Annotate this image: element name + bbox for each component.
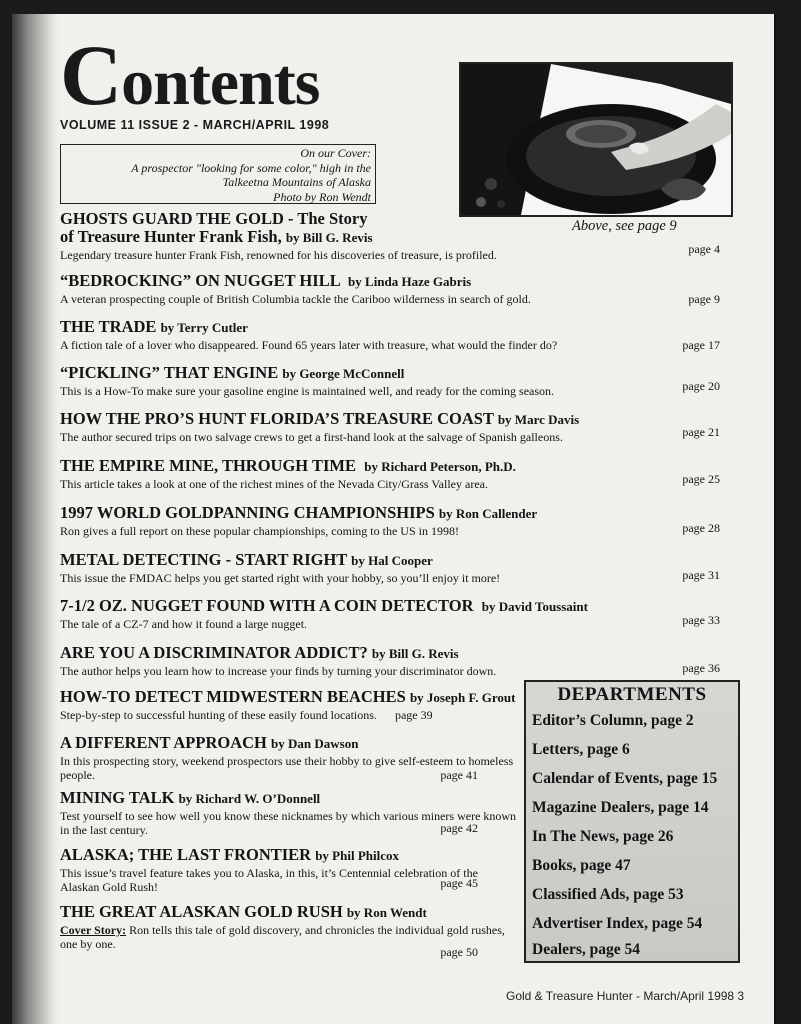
article-description: The tale of a CZ-7 and how it found a large nugget. (60, 617, 308, 631)
article-description (60, 708, 518, 722)
page-title (60, 27, 320, 123)
article-title-text: THE EMPIRE MINE, THROUGH TIME (60, 456, 356, 475)
article-title (60, 318, 720, 337)
page-number: page 9 (688, 292, 720, 306)
article-description: Test yourself to see how well you know these nicknames by which various miners were known in the last century. (60, 809, 517, 837)
article-title-line2 (60, 228, 720, 247)
article-byline: by Richard W. O’Donnell (178, 791, 321, 806)
article-title (60, 551, 720, 570)
departments-title: DEPARTMENTS (557, 684, 707, 705)
department-item: In The News, page 26 (532, 828, 674, 845)
article-title (60, 457, 720, 476)
page-number: page 33 (682, 613, 720, 627)
article-byline: by David Toussaint (481, 599, 588, 614)
department-item: Magazine Dealers, page 14 (532, 799, 709, 816)
article-byline: by Ron Wendt (346, 905, 427, 920)
toc-entry (60, 364, 720, 398)
article-description: Ron gives a full report on these popular championships, coming to the US in 1998! (60, 524, 459, 538)
page-number: page 17 (682, 338, 720, 352)
article-title-text: MINING TALK (60, 788, 175, 807)
toc-entry (60, 457, 720, 491)
page-number: page 36 (682, 661, 720, 675)
toc-entry (60, 597, 720, 631)
article-title (60, 597, 720, 616)
page-number: page 41 (440, 768, 478, 782)
article-title (60, 410, 720, 429)
page-number: page 20 (682, 379, 720, 393)
gold-pan-image (461, 64, 731, 215)
article-description-text: Step-by-step to successful hunting of these easily found locations. (60, 708, 377, 722)
page-number: page 39 (394, 708, 433, 722)
title-initial: C (60, 27, 122, 123)
article-description: In this prospecting story, weekend prospectors use their hobby to give self-esteem to homeless people. (60, 754, 514, 782)
page-edge-rule (774, 14, 776, 1024)
page-number: page 45 (440, 876, 478, 890)
article-title (60, 272, 720, 291)
volume-line: VOLUME 11 ISSUE 2 - MARCH/APRIL 1998 (60, 118, 330, 132)
article-title-text: THE GREAT ALASKAN GOLD RUSH (60, 902, 343, 921)
article-title: GHOSTS GUARD THE GOLD - The Story (60, 209, 368, 228)
article-byline: by Terry Cutler (160, 320, 248, 335)
department-item: Editor’s Column, page 2 (532, 712, 694, 729)
article-title-text: ARE YOU A DISCRIMINATOR ADDICT? (60, 643, 368, 662)
article-title-text: “PICKLING” THAT ENGINE (60, 363, 279, 382)
binding-shadow (12, 14, 58, 1024)
toc-entry (60, 504, 720, 538)
cover-note-line: Talkeetna Mountains of Alaska (222, 175, 371, 189)
gold-pan-photo (459, 62, 733, 217)
department-item: Classified Ads, page 53 (532, 886, 684, 903)
article-byline: by Phil Philcox (315, 848, 399, 863)
article-byline: by Hal Cooper (351, 553, 433, 568)
page-number: page 50 (440, 945, 478, 959)
article-title-text: THE TRADE (60, 317, 157, 336)
article-description: This is a How-To make sure your gasoline engine is maintained well, and ready for the coming season. (60, 384, 555, 398)
toc-entry (60, 734, 518, 782)
article-description: The author secured trips on two salvage crews to get a first-hand look at the salvage of Spanish galleons. (60, 430, 563, 444)
article-title (60, 504, 720, 523)
article-title (60, 846, 518, 865)
department-item: Advertiser Index, page 54 (532, 915, 703, 932)
cover-story-label: Cover Story: (60, 923, 127, 937)
page-footer: Gold & Treasure Hunter - March/April 1998 3 (506, 989, 745, 1003)
article-byline: by Marc Davis (497, 412, 580, 427)
page-number: page 31 (682, 568, 720, 582)
toc-entry (60, 210, 720, 262)
article-description: A fiction tale of a lover who disappeared. Found 65 years later with treasure, what would the finder do? (60, 338, 558, 352)
article-title (60, 789, 518, 808)
article-description: The author helps you learn how to increase your finds by turning your discriminator down. (60, 664, 497, 678)
article-title-text: METAL DETECTING - START RIGHT (60, 550, 348, 569)
article-byline: by Ron Callender (438, 506, 538, 521)
article-title (60, 903, 518, 922)
cover-note-line: A prospector "looking for some color," high in the (131, 160, 371, 175)
article-title-text: ALASKA; THE LAST FRONTIER (60, 845, 312, 864)
page-number: page 28 (682, 521, 720, 535)
article-byline: by Joseph F. Grout (409, 690, 516, 705)
toc-entry (60, 410, 720, 444)
cover-note-line: Photo by Ron Wendt (273, 189, 371, 204)
article-byline: by Bill G. Revis (285, 230, 373, 245)
department-item: Calendar of Events, page 15 (532, 770, 718, 787)
department-item: Books, page 47 (532, 857, 631, 874)
toc-entry (60, 318, 720, 352)
toc-entry (60, 551, 720, 585)
article-title-text: A DIFFERENT APPROACH (60, 733, 267, 752)
article-title-text: of Treasure Hunter Frank Fish, (60, 227, 282, 246)
article-byline: by Bill G. Revis (371, 646, 459, 661)
article-title-text: HOW THE PRO’S HUNT FLORIDA’S TREASURE COAST (60, 409, 494, 428)
article-byline: by Linda Haze Gabris (348, 274, 472, 289)
toc-entry (60, 902, 518, 959)
toc-entry (60, 688, 518, 722)
article-byline: by Richard Peterson, Ph.D. (364, 459, 516, 474)
toc-entry (60, 272, 720, 306)
article-description: This issue’s travel feature takes you to Alaska, in this, it’s Centennial celebration of the Alaskan Gold Rush! (60, 866, 478, 894)
article-description: Legendary treasure hunter Frank Fish, renowned for his discoveries of treasure, is profiled. (60, 248, 497, 262)
article-byline: by George McConnell (282, 366, 405, 381)
page-number: page 25 (682, 472, 720, 486)
article-description: A veteran prospecting couple of British Columbia tackle the Cariboo wilderness in search of gold. (60, 292, 531, 306)
departments-box (524, 680, 740, 963)
page-number: page 21 (682, 425, 720, 439)
page-number: page 4 (688, 242, 720, 256)
page-number: page 42 (440, 821, 478, 835)
article-title (60, 644, 720, 663)
department-item: Letters, page 6 (532, 741, 630, 758)
toc-entry (60, 846, 518, 894)
cover-note-box (60, 144, 376, 204)
cover-note-line: On our Cover: (300, 146, 371, 160)
toc-entry (60, 644, 720, 678)
article-title-text: “BEDROCKING” ON NUGGET HILL (60, 271, 340, 290)
photo-caption: Above, see page 9 (572, 218, 677, 234)
article-title-text: 7-1/2 OZ. NUGGET FOUND WITH A COIN DETECTOR (60, 596, 474, 615)
toc-entry (60, 789, 518, 837)
article-byline: by Dan Dawson (271, 736, 359, 751)
article-description: This issue the FMDAC helps you get started right with your hobby, so you’ll enjoy it more! (60, 571, 501, 585)
article-title (60, 364, 720, 383)
department-item: Dealers, page 54 (532, 941, 641, 958)
article-title-text: HOW-TO DETECT MIDWESTERN BEACHES (60, 687, 406, 706)
title-rest: ontents (121, 46, 320, 119)
magazine-page (12, 14, 776, 1024)
article-title (60, 688, 518, 707)
article-description: This article takes a look at one of the richest mines of the Nevada City/Grass Valley area. (60, 477, 488, 491)
article-description-text: Ron tells this tale of gold discovery, and chronicles the individual gold rushes, one by one. (60, 923, 505, 951)
article-title-text: 1997 WORLD GOLDPANNING CHAMPIONSHIPS (60, 503, 435, 522)
article-title (60, 734, 518, 753)
